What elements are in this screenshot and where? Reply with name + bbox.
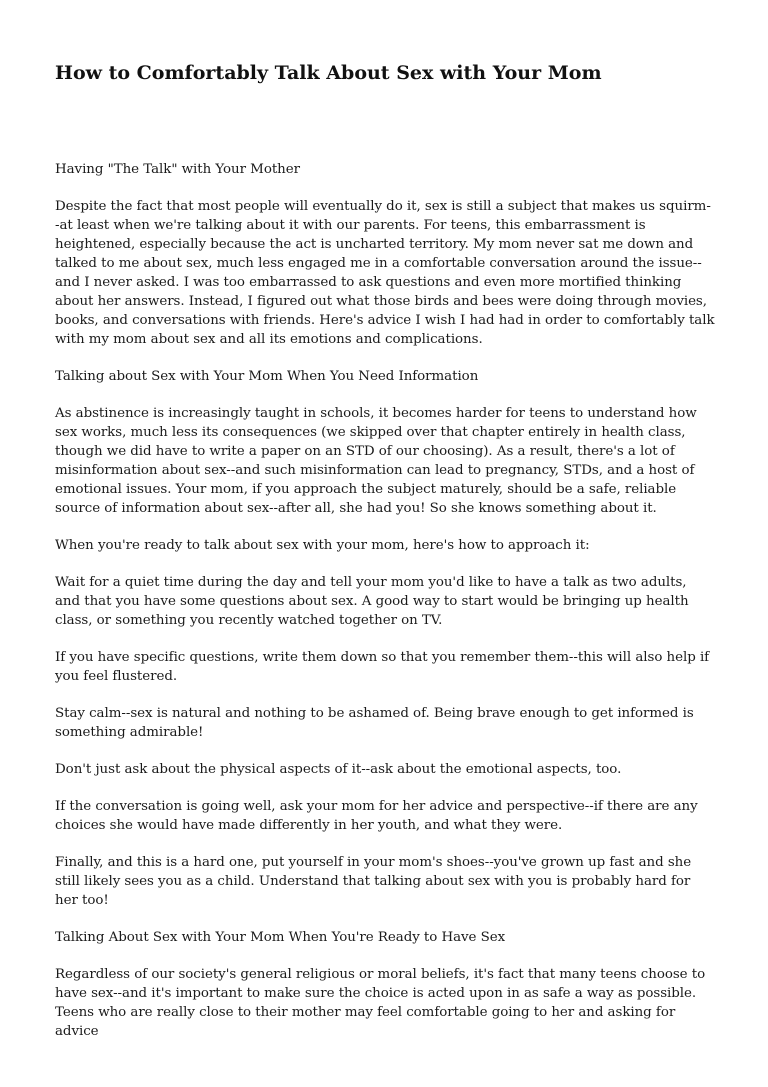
paragraph: If the conversation is going well, ask your mom for her advice and perspective--if there are any choices she would have made differently in her youth, and what they were. xyxy=(55,799,698,833)
paragraph: Finally, and this is a hard one, put yourself in your mom's shoes--you've grown up fast and she still likely sees you as a child. Understand that talking about sex with you is probably hard for her too! xyxy=(55,855,692,908)
paragraph: Despite the fact that most people will eventually do it, sex is still a subject that makes us squirm--at least when we're talking about it with our parents. For teens, this embarrassment is heightened, especially because the act is uncharted territory. My mom never sat me down and talked to me about sex, much less engaged me in a comfortable conversation around the issue--and I never asked. I was too embarrassed to ask questions and even more mortified thinking about her answers. Instead, I figured out what those birds and bees were doing through movies, books, and conversations with friends. Here's advice I wish I had had in order to comfortably talk with my mom about sex and all its emotions and complications. xyxy=(55,199,715,347)
document-body xyxy=(55,160,715,1059)
section-heading: Talking about Sex with Your Mom When You Need Information xyxy=(55,369,479,384)
document-title: How to Comfortably Talk About Sex with Your Mom xyxy=(55,62,602,84)
paragraph: Don't just ask about the physical aspects of it--ask about the emotional aspects, too. xyxy=(55,762,622,777)
paragraph: If you have specific questions, write them down so that you remember them--this will also help if you feel flustered. xyxy=(55,650,710,684)
section-heading: Having "The Talk" with Your Mother xyxy=(55,162,300,177)
paragraph: As abstinence is increasingly taught in schools, it becomes harder for teens to understand how sex works, much less its consequences (we skipped over that chapter entirely in health class, though we did have to write a paper on an STD of our choosing). As a result, there's a lot of misinformation about sex--and such misinformation can lead to pregnancy, STDs, and a host of emotional issues. Your mom, if you approach the subject maturely, should be a safe, reliable source of information about sex--after all, she had you! So she knows something about it. xyxy=(55,406,697,516)
paragraph: When you're ready to talk about sex with your mom, here's how to approach it: xyxy=(55,538,590,553)
paragraph: Stay calm--sex is natural and nothing to be ashamed of. Being brave enough to get informed is something admirable! xyxy=(55,706,694,740)
paragraph: Regardless of our society's general religious or moral beliefs, it's fact that many teens choose to have sex--and it's important to make sure the choice is acted upon in as safe a way as possible. Teens who are really close to their mother may feel comfortable going to her and asking for advice xyxy=(55,967,706,1039)
section-heading: Talking About Sex with Your Mom When You're Ready to Have Sex xyxy=(55,930,506,945)
paragraph: Wait for a quiet time during the day and tell your mom you'd like to have a talk as two adults, and that you have some questions about sex. A good way to start would be bringing up health class, or something you recently watched together on TV. xyxy=(55,575,689,628)
